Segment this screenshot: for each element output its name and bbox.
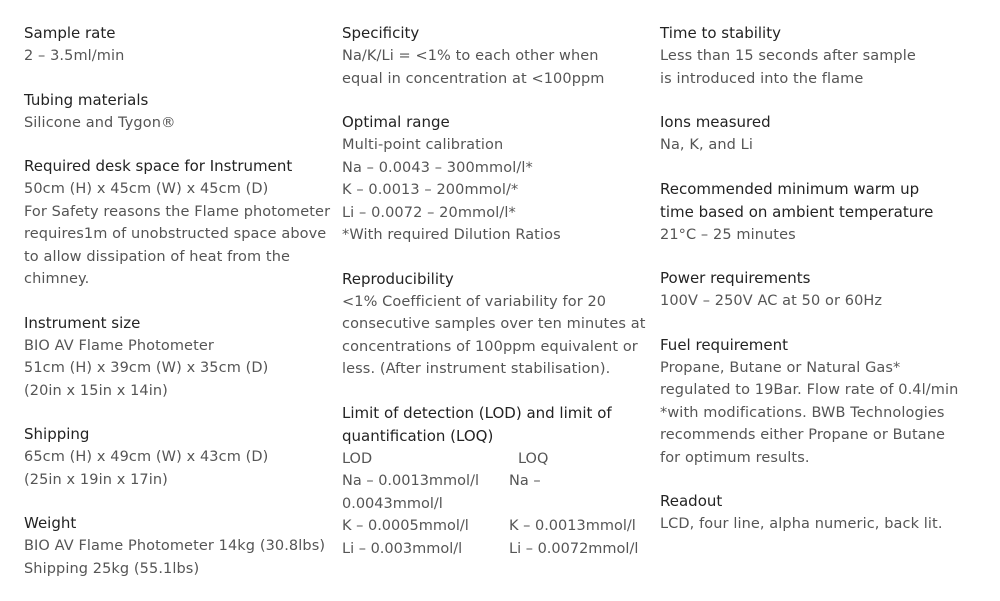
li-loq-value: Li – 0.0072mmol/l <box>509 540 639 557</box>
spec-tubing-materials <box>24 89 334 135</box>
spec-title: Optimal range <box>342 113 450 131</box>
loq-header: LOQ <box>518 450 549 467</box>
spec-reproducibility <box>342 268 652 381</box>
spec-value: Multi-point calibration <box>342 137 504 153</box>
spec-ions-measured <box>660 111 970 157</box>
na-lod-value: Na – 0.0013mmol/l <box>342 473 479 489</box>
spec-warm-up <box>660 178 970 247</box>
spec-title: Shipping <box>24 425 90 443</box>
spec-value: less. (After instrument stabilisation). <box>342 361 611 377</box>
spec-value: recommends either Propane or Butane <box>660 427 946 443</box>
spec-value: regulated to 19Bar. Flow rate of 0.4l/min <box>660 382 959 398</box>
spec-value: <1% Coefficient of variability for 20 <box>342 293 607 310</box>
spec-value: Na/K/Li = <1% to each other when <box>342 48 599 64</box>
spec-value: *with modifications. BWB Technologies <box>660 404 945 421</box>
spec-value: to allow dissipation of heat from the <box>24 248 291 265</box>
spec-title: Limit of detection (LOD) and limit of <box>342 403 612 422</box>
spec-sample-rate <box>24 22 334 68</box>
k-loq-value: K – 0.0013mmol/l <box>509 518 636 534</box>
spec-value: equal in concentration at <100ppm <box>342 70 605 87</box>
na-loq-value: Na – <box>509 473 541 489</box>
spec-instrument-size <box>24 312 334 403</box>
spec-title: quantification (LOQ) <box>342 426 494 445</box>
spec-fuel-requirement <box>660 334 970 470</box>
spec-value: 100V – 250V AC at 50 or 60Hz <box>660 293 883 309</box>
spec-value: Na – 0.0043 – 300mmol/l* <box>342 159 533 176</box>
lod-row-k <box>342 515 652 538</box>
spec-specificity <box>342 22 652 90</box>
spec-value: requires1m of unobstructed space above <box>24 226 327 242</box>
spec-title: Readout <box>660 492 723 510</box>
spec-title: Instrument size <box>24 313 141 332</box>
spec-value: BIO AV Flame Photometer <box>24 337 214 354</box>
spec-power-requirements <box>660 267 970 313</box>
spec-title: Time to stability <box>660 24 781 42</box>
spec-readout <box>660 490 970 536</box>
spec-weight <box>24 512 334 580</box>
spec-value: chimney. <box>24 271 90 287</box>
spec-title: Weight <box>24 514 77 532</box>
spec-value: 51cm (H) x 39cm (W) x 35cm (D) <box>24 360 269 376</box>
spec-value: K – 0.0013 – 200mmol/* <box>342 182 519 198</box>
spec-value: (20in x 15in x 14in) <box>24 382 168 399</box>
spec-title: Sample rate <box>24 24 116 42</box>
spec-value: *With required Dilution Ratios <box>342 227 561 243</box>
spec-value: For Safety reasons the Flame photometer <box>24 203 331 220</box>
spec-value: Na, K, and Li <box>660 137 753 153</box>
lod-row-na <box>342 470 652 493</box>
spec-value: is introduced into the flame <box>660 70 864 87</box>
spec-value: Less than 15 seconds after sample <box>660 48 916 64</box>
lod-header-row <box>342 448 652 471</box>
spec-value: (25in x 19in x 17in) <box>24 471 168 488</box>
spec-value: consecutive samples over ten minutes at <box>342 316 646 332</box>
spec-value: 2 – 3.5ml/min <box>24 48 125 64</box>
spec-value: concentrations of 100ppm equivalent or <box>342 338 638 355</box>
spec-title: Specificity <box>342 24 420 42</box>
spec-desk-space <box>24 155 334 291</box>
spec-title: time based on ambient temperature <box>660 202 934 221</box>
spec-value: for optimum results. <box>660 449 810 466</box>
spec-value: 21°C – 25 minutes <box>660 226 796 243</box>
spec-value: Li – 0.0072 – 20mmol/l* <box>342 204 516 221</box>
spec-title: Recommended minimum warm up <box>660 179 920 198</box>
spec-lod-loq <box>342 402 652 561</box>
spec-column-2 <box>342 22 652 581</box>
li-lod-value: Li – 0.003mmol/l <box>342 540 463 557</box>
spec-column-1 <box>24 22 334 601</box>
spec-title: Tubing materials <box>24 90 149 109</box>
spec-value: Shipping 25kg (55.1lbs) <box>24 560 200 577</box>
na-loq-value-cont: 0.0043mmol/l <box>342 495 443 512</box>
spec-column-3 <box>660 22 970 557</box>
spec-shipping <box>24 423 334 491</box>
spec-value: 65cm (H) x 49cm (W) x 43cm (D) <box>24 449 269 465</box>
spec-title: Reproducibility <box>342 269 454 288</box>
k-lod-value: K – 0.0005mmol/l <box>342 518 469 534</box>
spec-value: Propane, Butane or Natural Gas* <box>660 359 901 376</box>
lod-row-li <box>342 538 652 561</box>
spec-title: Fuel requirement <box>660 335 789 354</box>
spec-title: Power requirements <box>660 269 811 287</box>
spec-time-to-stability <box>660 22 970 90</box>
lod-header: LOD <box>342 450 373 467</box>
spec-optimal-range <box>342 111 652 247</box>
spec-value: 50cm (H) x 45cm (W) x 45cm (D) <box>24 181 269 197</box>
spec-title: Ions measured <box>660 113 771 131</box>
lod-row-na-cont <box>342 493 652 516</box>
spec-value: LCD, four line, alpha numeric, back lit. <box>660 516 943 532</box>
spec-value: BIO AV Flame Photometer 14kg (30.8lbs) <box>24 538 326 554</box>
spec-title: Required desk space for Instrument <box>24 157 293 175</box>
spec-value: Silicone and Tygon® <box>24 114 176 131</box>
